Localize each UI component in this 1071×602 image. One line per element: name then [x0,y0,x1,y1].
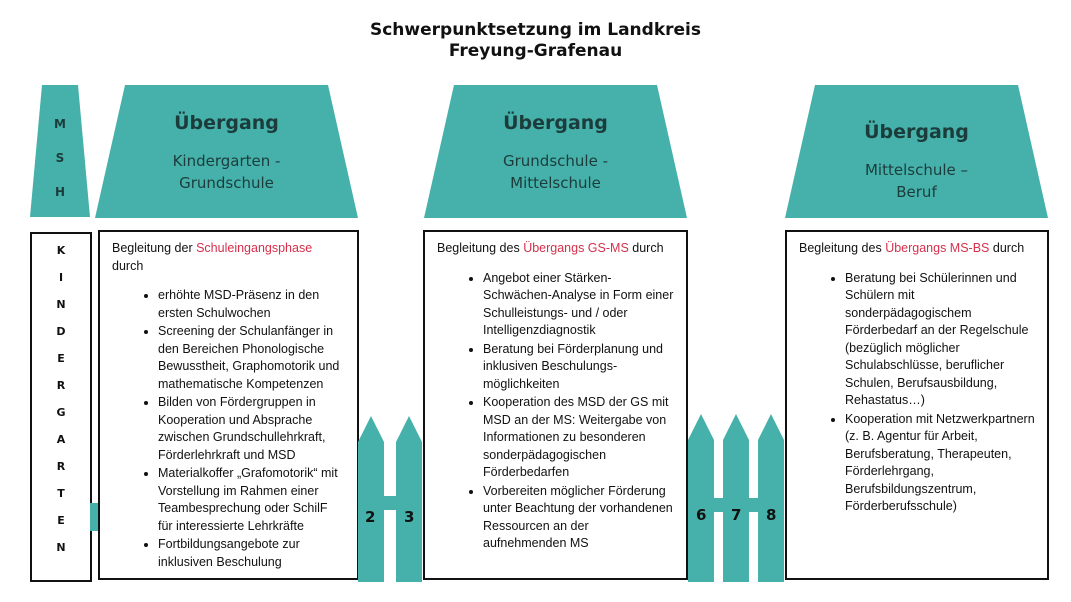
measure-list [112,287,345,571]
fence-shape [688,414,786,582]
list-item: • Beratung bei Förderplanung und inklusiven Beschulungs-möglichkeiten [483,341,674,394]
transition-sub-2: Mittelschule [510,174,601,192]
lead-text: Begleitung des [799,241,886,255]
lead-text: durch [628,241,664,255]
list-item: • Angebot einer Stärken-Schwächen-Analyse in Form einer Schulleistungs- und / oder Intelligenzdiagnostik [483,270,674,340]
diagram-title [0,20,1071,62]
lead-text: durch [112,258,144,273]
kindergarten-box [30,232,92,582]
lead-highlight: Übergangs MS-BS [885,241,990,255]
list-item: • Vorbereiten möglicher Förderung unter Beachtung der vorhandenen Ressourcen an der aufnehmenden MS [483,483,674,553]
transition-heading: Übergang [174,112,279,134]
fence-shape [358,416,424,582]
box-lead [437,240,674,258]
list-item: • Materialkoffer „Grafomotorik“ mit Vorstellung im Rahmen einer Teambesprechung oder SchilF für interessierte Lehrkräfte [158,465,345,535]
grade-number: 2 [365,508,376,526]
msh-column [30,85,90,217]
kindergarten-letter: N [56,541,66,554]
msh-letter: H [54,185,66,199]
transition-header-gs-ms [424,85,687,218]
list-item: • Bilden von Fördergruppen in Kooperation und Absprache zwischen Grundschullehrkraft, Förderlehrkraft und MSD [158,394,345,464]
title-line-1: Schwerpunktsetzung im Landkreis [369,20,701,40]
kindergarten-letter: E [57,514,65,527]
list-item: • Kooperation des MSD der GS mit MSD an der MS: Weitergabe von Informationen zu besonderen sonderpädagogischen Förderbedarfen [483,394,674,482]
list-item: • Fortbildungsangebote zur inklusiven Beschulung [158,536,345,571]
kindergarten-letter: I [58,271,64,284]
list-item: • erhöhte MSD-Präsenz in den ersten Schulwochen [158,287,345,322]
transition-sub-1: Mittelschule – [864,161,968,179]
kindergarten-letter: E [57,352,65,365]
transition-sub-2: Grundschule [179,174,274,192]
box-schuleingangsphase [98,230,359,580]
lead-text: durch [989,241,1025,255]
grade-number: 8 [766,506,777,524]
msh-letter: M [54,117,66,131]
grade-number: 3 [404,508,415,526]
box-lead [799,240,1035,258]
title-line-2: Freyung-Grafenau [448,41,623,61]
transition-heading: Übergang [503,112,608,134]
transition-sub-2: Beruf [896,183,937,201]
kindergarten-letter: R [56,379,66,392]
lead-highlight: Schuleingangsphase [196,241,313,255]
transition-header-kg-gs [95,85,358,218]
measure-list [799,270,1035,516]
kindergarten-letter: K [56,244,66,257]
grade-number: 7 [731,506,742,524]
lead-text: Begleitung des [437,241,524,255]
kindergarten-letter: N [56,298,66,311]
grade-fence-6-7-8 [688,414,786,582]
connector-tab [90,503,98,531]
kindergarten-letter: D [56,325,66,338]
msh-letter: S [55,151,65,165]
lead-text: Begleitung der [112,241,197,255]
transition-heading: Übergang [864,121,969,143]
measure-list [437,270,674,553]
kindergarten-letter: T [57,487,65,500]
lead-highlight: Übergangs GS-MS [523,241,629,255]
list-item: • Kooperation mit Netzwerkpartnern (z. B. Agentur für Arbeit, Berufsberatung, Therapeuten, Förderlehrgang, Berufsbildungszentrum, Förderberufsschule) [845,411,1035,516]
list-item: • Screening der Schulanfänger in den Bereichen Phonologische Bewusstheit, Graphomotorik und mathematische Kompetenzen [158,323,345,393]
transition-sub-1: Grundschule - [503,152,608,170]
transition-sub-1: Kindergarten - [172,152,281,170]
list-item: • Beratung bei Schülerinnen und Schülern mit sonderpädagogischem Förderbedarf an der Regelschule (bezüglich möglicher Schulabschlüsse, beruflicher Schulen, Berufsausbildung, Rehastatus…) [845,270,1035,410]
kindergarten-letter: G [56,406,66,419]
box-lead [112,240,345,275]
grade-number: 6 [696,506,707,524]
box-uebergang-ms-bs [785,230,1049,580]
kindergarten-letter: A [56,433,66,446]
transition-header-ms-beruf [785,85,1048,218]
box-uebergang-gs-ms [423,230,688,580]
kindergarten-letter: R [56,460,66,473]
grade-fence-2-3 [358,416,424,582]
